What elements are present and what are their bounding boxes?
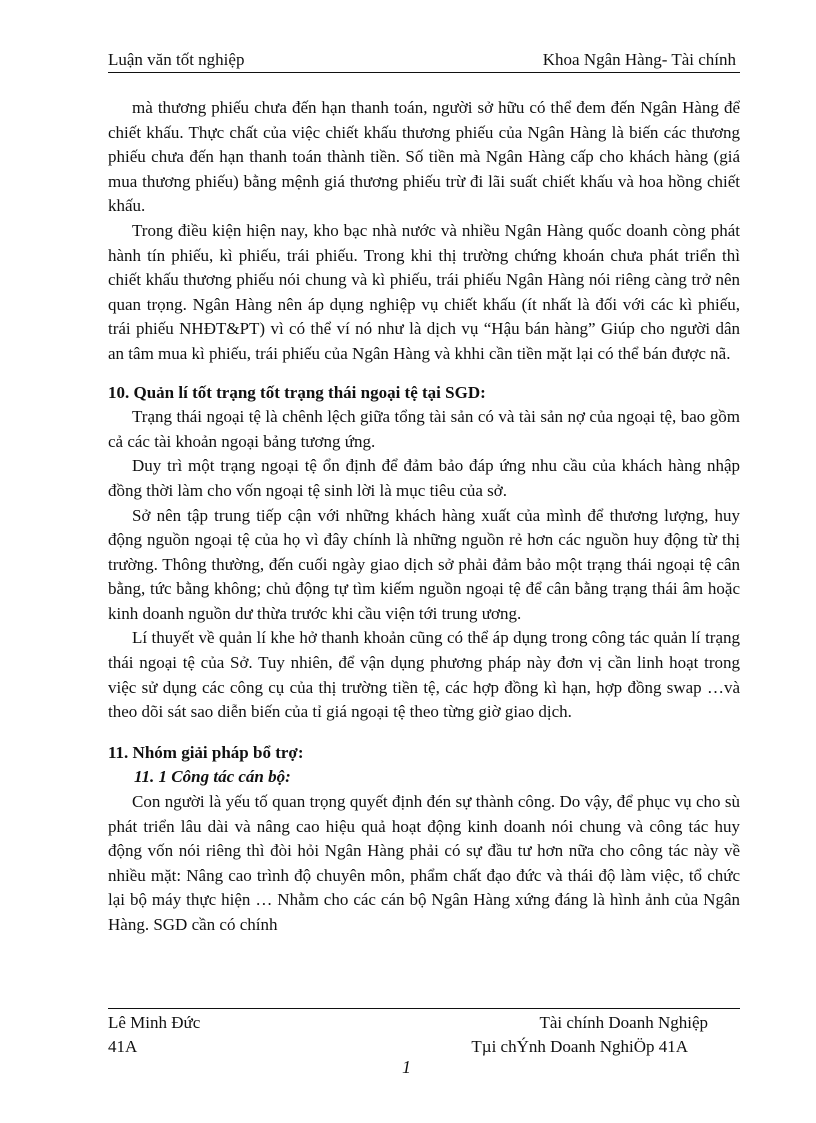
subsection-heading-11-1: 11. 1 Công tác cán bộ: xyxy=(134,767,291,787)
section-heading-11: 11. Nhóm giải pháp bổ trợ: xyxy=(108,742,304,762)
header-faculty: Khoa Ngân Hàng- Tài chính xyxy=(542,50,736,69)
paragraph: Duy trì một trạng ngoại tệ ổn định để đảm bảo đáp ứng nhu cầu của khách hàng nhập đồng thời làm cho vốn ngoại tệ sinh lời là mục tiêu của sở. xyxy=(108,456,740,500)
page-footer xyxy=(108,1008,740,1089)
paragraph: Trạng thái ngoại tệ là chênh lệch giữa tổng tài sản có và tài sản nợ của ngoại tệ, bao gồm cả các tài khoản ngoại bảng tương ứng. xyxy=(108,407,740,451)
footer-class: 41A xyxy=(108,1037,138,1056)
paragraph: Lí thuyết về quản lí khe hở thanh khoản cũng có thể áp dụng trong công tác quản lí trạng thái ngoại tệ của Sở. Tuy nhiên, để vận dụng phương pháp này đơn vị cần linh hoạt trong việc sử dụng các công cụ của thị trường tiền tệ, các hợp đồng kì hạn, hợp đồng swap …và theo dõi sát sao diễn biến của tỉ giá ngoại tệ theo từng giờ giao dịch. xyxy=(108,628,740,722)
paragraph: Trong điều kiện hiện nay, kho bạc nhà nước và nhiều Ngân Hàng quốc doanh còng phát hành tín phiếu, kì phiếu, trái phiếu. Trong khi thị trường chứng khoán chưa phát triển thì chiết khấu thương phiếu nói chung và kì phiếu, trái phiếu Ngân Hàng nói riêng càng trở nên quan trọng. Ngân Hàng nên áp dụng nghiệp vụ chiết khấu (ít nhất là đối với các kì phiếu, trái phiếu NHĐT&PT) vì có thể ví nó như là dịch vụ “Hậu bán hàng” Giúp cho người dân an tâm mua kì phiếu, trái phiếu của Ngân Hàng và khhi cần tiền mặt lại có thể bán được nã. xyxy=(108,220,740,363)
section-heading-10: 10. Quản lí tốt trạng tốt trạng thái ngoại tệ tại SGD: xyxy=(108,382,486,402)
footer-department: Tài chính Doanh Nghiệp xyxy=(539,1013,708,1032)
paragraph: Con người là yếu tố quan trọng quyết định đén sự thành công. Do vậy, để phục vụ cho sù phát triển lâu dài và nâng cao hiệu quả hoạt động kinh doanh nói chung và công tác huy động vốn nói riêng thì đòi hỏi Ngân Hàng phải có sự đầu tư hơn nữa cho công tác này về nhiều mặt: Nâng cao trình độ chuyên môn, phẩm chất đạo đức và thái độ làm việc, tổ chức lại bộ máy thực hiện … Nhằm cho các cán bộ Ngân Hàng xứng đáng là hình ảnh của Ngân Hàng. SGD cần có chính xyxy=(108,792,740,934)
paragraph: Sở nên tập trung tiếp cận với những khách hàng xuất của mình để thương lượng, huy động nguồn ngoại tệ của họ vì đây chính là những nguồn rẻ hơn các nguồn huy động từ thị trường. Thông thường, đến cuối ngày giao dịch sở phải đảm bảo một trạng thái ngoại tệ cân bằng, tức bằng không; chủ động tự tìm kiếm nguồn ngoại tệ để cân bằng trạng thái âm hoặc kinh doanh nguồn dư thừa trước khi cầu viện tới trung ương. xyxy=(108,505,740,623)
footer-author: Lê Minh Đức xyxy=(108,1013,201,1032)
header-thesis-title: Luận văn tốt nghiệp xyxy=(108,50,245,69)
document-body xyxy=(108,96,740,938)
paragraph: mà thương phiếu chưa đến hạn thanh toán, người sở hữu có thể đem đến Ngân Hàng để chiết khấu. Thực chất của việc chiết khấu thương phiếu của Ngân Hàng là biến các thương phiếu chưa đến hạn thanh toán thành tiền. Số tiền mà Ngân Hàng cấp cho khách hàng (giá mua thương phiếu) bằng mệnh giá thương phiếu trừ đi lãi suất chiết khấu và hoa hồng chiết khấu. xyxy=(108,98,740,216)
page-header xyxy=(108,48,740,73)
page-number: 1 xyxy=(402,1057,411,1077)
footer-department-garbled: Tµi chÝnh Doanh NghiÖp 41A xyxy=(471,1037,688,1056)
